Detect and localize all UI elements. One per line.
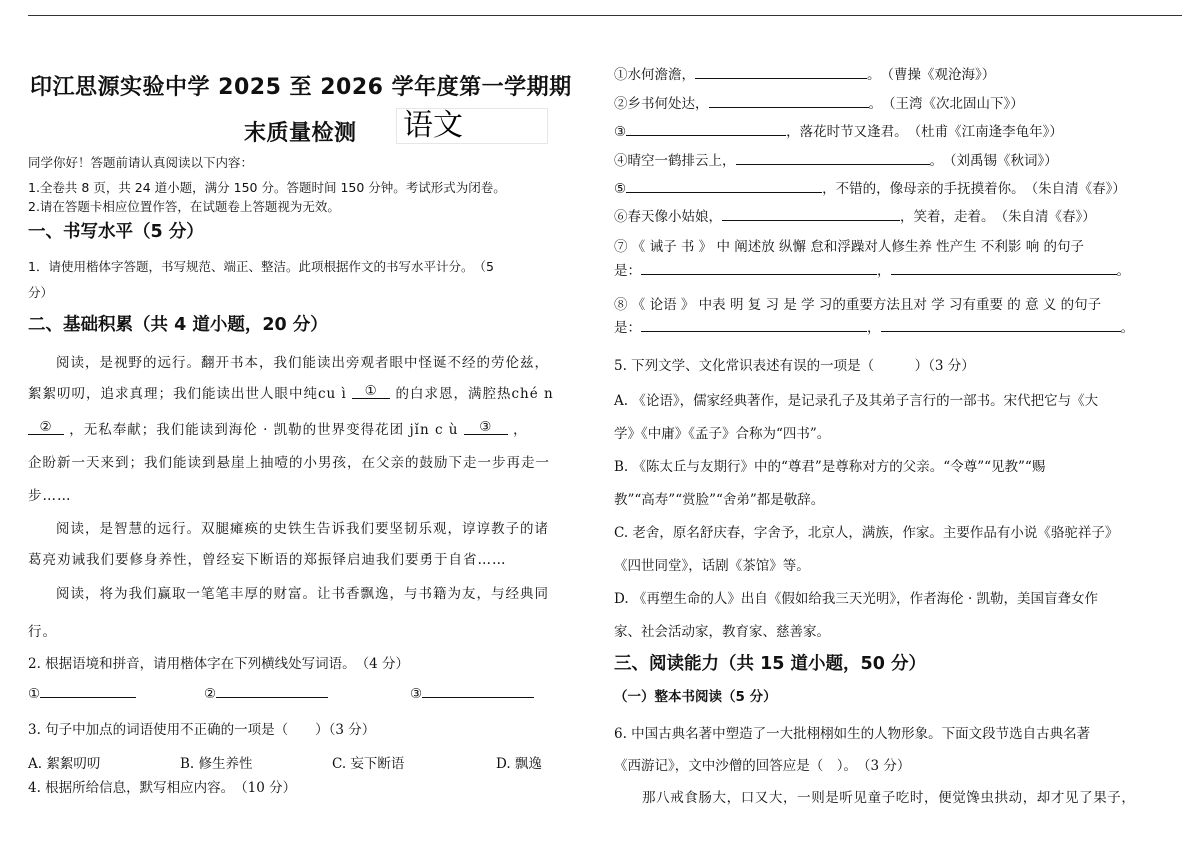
poem-1-pre: ①水何澹澹，	[614, 67, 695, 83]
blank-1[interactable]	[352, 383, 390, 399]
poem-4-pre: ④晴空一鹤排云上，	[614, 153, 736, 169]
q8-period: 。	[1120, 320, 1134, 336]
q4-text: 4. 根据所给信息，默写相应内容。 （10 分）	[28, 780, 297, 796]
poem-2-blank[interactable]	[709, 95, 869, 108]
section1-heading: 一、书写水平（5 分）	[28, 222, 204, 242]
q7-period: 。	[1116, 263, 1130, 279]
poem-5-blank[interactable]	[626, 180, 822, 193]
poem-4	[614, 149, 1058, 169]
passage1-line3	[28, 418, 528, 438]
q7-comma: ，	[877, 263, 891, 279]
q3-option-b[interactable]: B. 修生养性	[180, 756, 253, 772]
q8-blank-1[interactable]	[641, 319, 867, 332]
q2-blank-2[interactable]	[216, 685, 328, 698]
q7-prefix: 是：	[614, 263, 641, 279]
passage1-line2	[28, 382, 554, 402]
passage1-line1: 阅读，是视野的远行。翻开书本，我们能读出旁观者眼中怪诞不经的劳伦兹，	[56, 355, 549, 371]
q5-option-a-line1[interactable]: A. 《论语》，儒家经典著作，是记录孔子及其弟子言行的一部书。宋代把它与《大	[614, 393, 1099, 409]
q7-blank-1[interactable]	[641, 262, 877, 275]
poem-2-pre: ②乡书何处达，	[614, 96, 709, 112]
passage1-line5: 步……	[28, 488, 72, 504]
blank-2-mark: ②	[39, 419, 53, 435]
poem-5	[614, 177, 1126, 197]
exam-title-line1: 印江思源实验中学 2025 至 2026 学年度第一学期期	[30, 75, 572, 100]
poem-4-post: 。 （刘禹锡《秋词》）	[929, 153, 1058, 169]
passage2-line1: 阅读，是智慧的远行。双腿瘫痪的史铁生告诉我们要坚韧乐观，谆谆教子的诸	[56, 521, 549, 537]
poem-6	[614, 205, 1096, 225]
q5-option-a-line2: 学》《中庸》《孟子》合称为“四书”。	[614, 426, 831, 442]
q2-answer-1	[28, 685, 136, 702]
passage1-line4: 企盼新一天来到；我们能读到悬崖上抽噎的小男孩，在父亲的鼓励下走一步再走一	[28, 455, 550, 471]
q2-blank-3[interactable]	[422, 685, 534, 698]
passage3-line1: 阅读，将为我们赢取一笔笔丰厚的财富。让书香飘逸，与书籍为友，与经典同	[56, 586, 549, 602]
poem-6-pre: ⑥春天像小姑娘，	[614, 209, 722, 225]
passage1-text-c: ，无私奉献；我们能读到海伦 · 凯勒的世界变得花团 jǐn c ù	[69, 422, 459, 438]
poem-3-pre: ③	[614, 124, 627, 140]
q3-option-c[interactable]: C. 妄下断语	[332, 756, 405, 772]
q8-prefix: 是：	[614, 320, 641, 336]
poem-1-post: 。 （曹操《观沧海》）	[867, 67, 996, 83]
poem-3-blank[interactable]	[626, 123, 786, 136]
subsection1-heading: （一）整本书阅读（5 分）	[614, 689, 777, 705]
poem-5-pre: ⑤	[614, 181, 627, 197]
blank-3-mark: ③	[479, 419, 493, 435]
q8-line1: ⑧ 《 论语 》 中表 明 复 习 是 学 习的重要方法且对 学 习有重要 的 意 义 的句子	[614, 297, 1102, 313]
passage1-text-b: 的白求恩，满腔热ché n	[395, 386, 554, 402]
note-2: 2.请在答题卡相应位置作答，在试题卷上答题视为无效。	[28, 199, 340, 214]
exam-title-line2: 末质量检测	[244, 121, 357, 146]
poem-6-post: ，笑着，走着。 （朱自清《春》）	[900, 209, 1096, 225]
q8-line2	[614, 316, 1134, 336]
passage2-line2: 葛亮劝诫我们要修身养性，曾经妄下断语的郑振铎启迪我们要勇于自省……	[28, 552, 507, 568]
poem-4-blank[interactable]	[736, 152, 930, 165]
q8-comma: ，	[867, 320, 881, 336]
q3-text: 3. 句子中加点的词语使用不正确的一项是（ ）（3 分）	[28, 722, 376, 738]
q2-mark-1: ①	[28, 686, 41, 702]
q2-text: 2. 根据语境和拼音，请用楷体字在下列横线处写词语。 （4 分）	[28, 656, 410, 672]
q2-mark-2: ②	[204, 686, 217, 702]
poem-6-blank[interactable]	[722, 208, 900, 221]
q5-option-b-line1[interactable]: B. 《陈太丘与友期行》中的“尊君”是尊称对方的父亲。“令尊”“见教”“赐	[614, 459, 1046, 475]
q5-option-c-line2: 《四世同堂》，话剧《茶馆》等。	[614, 558, 810, 574]
blank-2[interactable]	[28, 419, 64, 435]
q2-answer-3	[410, 685, 534, 702]
q3-option-d[interactable]: D. 飘逸	[496, 756, 542, 772]
q7-blank-2[interactable]	[891, 262, 1117, 275]
poem-1	[614, 63, 995, 83]
q1-line1: 1．请使用楷体字答题，书写规范、端正、整洁。此项根据作文的书写水平计分。 （5	[28, 259, 494, 274]
top-rule	[28, 15, 1182, 16]
passage3-line2: 行。	[28, 624, 57, 640]
q3-option-a[interactable]: A. 絮絮叨叨	[28, 756, 101, 772]
poem-3	[614, 120, 1063, 140]
blank-1-mark: ①	[364, 383, 378, 399]
q5-option-d-line2: 家、社会活动家，教育家、慈善家。	[614, 624, 830, 640]
intro-text: 同学你好！答题前请认真阅读以下内容：	[28, 155, 254, 170]
passage1-text-d: ，	[513, 422, 528, 438]
q1-line2: 分）	[28, 285, 54, 300]
passage1-text-a: 絮絮叨叨，追求真理；我们能读出世人眼中纯cu ì	[28, 386, 347, 402]
poem-5-post: ，不错的，像母亲的手抚摸着你。 （朱自清《春》）	[822, 181, 1126, 197]
subject-box: 语文	[396, 108, 548, 144]
section3-heading: 三、阅读能力（共 15 道小题，50 分）	[614, 654, 926, 674]
q2-blank-1[interactable]	[40, 685, 136, 698]
section2-heading: 二、基础积累（共 4 道小题，20 分）	[28, 315, 328, 335]
blank-3[interactable]	[464, 419, 508, 435]
poem-2-post: 。 （王湾《次北固山下》）	[868, 96, 1024, 112]
note-1: 1.全卷共 8 页，共 24 道小题，满分 150 分。答题时间 150 分钟。考试形式为闭卷。	[28, 180, 506, 195]
q5-text: 5. 下列文学、文化常识表述有误的一项是（ ）（3 分）	[614, 358, 975, 374]
q2-mark-3: ③	[410, 686, 423, 702]
poem-1-blank[interactable]	[695, 66, 867, 79]
q2-answer-2	[204, 685, 328, 702]
excerpt-line1: 那八戒食肠大，口又大，一则是听见童子吃时，便觉馋虫拱动，却才见了果子，	[642, 790, 1136, 806]
q6-line2: 《西游记》，文中沙僧的回答应是（ ）。 （3 分）	[614, 758, 911, 774]
q6-line1: 6. 中国古典名著中塑造了一大批栩栩如生的人物形象。下面文段节选自古典名著	[614, 726, 1091, 742]
q5-option-b-line2: 教”“高寿”“赏脸”“舍弟”都是敬辞。	[614, 492, 825, 508]
q7-line1: ⑦ 《 诫子 书 》 中 阐述放 纵懈 怠和浮躁对人修生养 性产生 不利影 响 的句子	[614, 239, 1084, 255]
q5-option-d-line1[interactable]: D. 《再塑生命的人》出自《假如给我三天光明》，作者海伦 · 凯勒，美国盲聋女作	[614, 591, 1099, 607]
q7-line2	[614, 259, 1130, 279]
q5-option-c-line1[interactable]: C. 老舍，原名舒庆春，字舍予，北京人，满族，作家。主要作品有小说《骆驼祥子》	[614, 525, 1119, 541]
poem-2	[614, 92, 1024, 112]
q8-blank-2[interactable]	[881, 319, 1121, 332]
poem-3-post: ，落花时节又逢君。 （杜甫《江南逢李龟年》）	[786, 124, 1063, 140]
